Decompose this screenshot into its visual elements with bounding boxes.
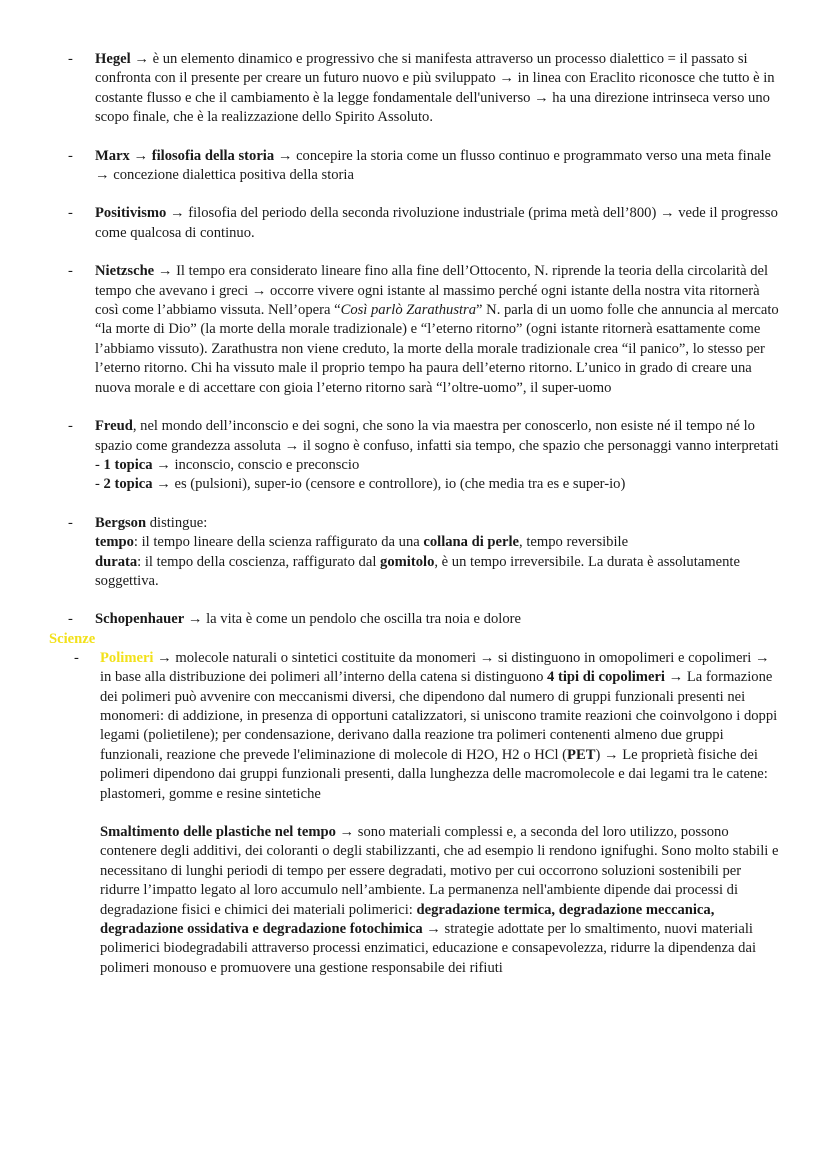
polimeri-text-3: ) → Le proprietà fisiche dei polimeri dipendono dai gruppi funzionali presenti, dalla lunghezza delle macromolecole e dai legami tra le catene: plastomeri, gomme e resine sintetiche — [100, 746, 768, 802]
tempo-text-1: : il tempo lineare della scienza raffigurato da una — [133, 534, 424, 551]
list-item-positivismo — [0, 204, 828, 243]
work-title: Così parlò Zarathustra — [340, 302, 477, 319]
term-positivismo: Positivismo — [95, 205, 167, 222]
term-topica-2: 2 topica — [103, 476, 153, 493]
marx-text: → concepire la storia come un flusso continuo e programmato verso una meta finale → concezione dialettica positiva della storia — [95, 147, 772, 184]
term-filosofia-storia: filosofia della storia — [148, 147, 275, 164]
list-item-schopenhauer — [0, 610, 828, 629]
bullet-dash: - — [68, 205, 73, 222]
sub-dash: - — [95, 476, 104, 493]
durata-text-1: : il tempo della coscienza, raffigurato dal — [137, 553, 381, 570]
term-freud: Freud — [95, 418, 133, 435]
polimeri-text-2: La formazione dei polimeri può avvenire con meccanismi diversi, che dipendono dal numero di gruppi funzionali presenti nei monomeri: di addizione, in presenza di opportuni catalizzatori, si uniscono tramite reazioni che coinvolgono i doppi legami (polietilene); per condensazione, derivano dalla reazione tra polimeri contenenti almeno due gruppi funzionali, reazione che prevede l'eliminazione di molecole di H2O, H2 o HCl ( — [100, 669, 778, 763]
bullet-dash: - — [68, 147, 73, 164]
schopenhauer-text: → la vita è come un pendolo che oscilla tra noia e dolore — [184, 611, 521, 628]
nietzsche-text-1: → Il tempo era considerato lineare fino alla fine dell’Ottocento, N. riprende la teoria della circolarità del tempo che avevano i greci → occorre vivere ogni istante al massimo perché ogni istante della nostra vita ritornerà così come l’abbiamo vissuta. Nell’opera “ — [95, 263, 769, 319]
smaltimento-paragraph — [100, 823, 782, 978]
term-nietzsche: Nietzsche — [95, 263, 155, 280]
term-copolimeri: 4 tipi di copolimeri → — [547, 669, 684, 686]
list-item-hegel — [0, 50, 828, 128]
freud-text: , nel mondo dell’inconscio e dei sogni, che sono la via maestra per conoscerlo, non esiste né il tempo né lo spazio come grandezza assoluta → il sogno è confuso, infatti sia tempo, che spazio che personaggi vanno interpretati — [95, 418, 779, 454]
term-pet: PET — [567, 746, 596, 763]
term-polimeri: Polimeri — [100, 649, 154, 666]
bergson-durata — [95, 553, 782, 592]
positivismo-text: → filosofia del periodo della seconda rivoluzione industriale (prima metà dell’800) → vede il progresso come qualcosa di continuo. — [95, 205, 778, 241]
term-tempo: tempo — [95, 534, 134, 551]
list-item-marx — [0, 147, 828, 186]
list-item-bergson — [0, 514, 828, 592]
bergson-tempo — [95, 533, 782, 552]
nietzsche-text-2: ” N. parla di un uomo folle che annuncia al mercato “la morte di Dio” (la morte della morale tradizionale) e “l’eterno ritorno” (ogni istante ritornerà esattamente come l’abbiamo vissuto). Zarathustra non viene creduto, la morte della morale tradizionale crea “il panico”, lo stesso per l’eterno ritorno. Chi ha vissuto male il proprio tempo ha paura dell’eterno ritorno. L’unico in grado di creare una nuova morale e di accettare con gioia l’eterno ritorno sarà “l’oltre-uomo”, il super-uomo — [95, 302, 779, 396]
term-bergson: Bergson — [95, 514, 147, 531]
tempo-text-2: , tempo reversibile — [519, 534, 629, 551]
term-durata: durata — [95, 553, 138, 570]
bullet-dash: - — [68, 51, 73, 67]
bullet-dash: - — [68, 611, 73, 628]
list-item-nietzsche — [0, 262, 828, 398]
bergson-text: distingue: — [146, 514, 208, 531]
term-marx: Marx → — [95, 147, 149, 164]
durata-text-2: , è un tempo irreversibile. La durata è assolutamente soggettiva. — [95, 553, 740, 589]
sub-dash: - — [95, 456, 104, 473]
polimeri-text-1: → molecole naturali o sintetici costituite da monomeri → si distinguono in omopolimeri e copolimeri → in base alla distribuzione dei polimeri all’interno della catena si distinguono — [100, 649, 770, 686]
bullet-dash: - — [68, 263, 73, 280]
term-smaltimento: Smaltimento delle plastiche nel tempo → — [100, 824, 355, 840]
term-gomitolo: gomitolo — [380, 553, 435, 570]
bullet-dash: - — [68, 418, 73, 435]
smaltimento-text-1: sono materiali complessi e, a seconda del loro utilizzo, possono contenere degli additivi, dei coloranti o degli stabilizzanti, che ad esempio li rendono ignifughi. Sono molto stabili e necessitano di lunghi periodi di tempo per essere degradati, motivo per cui occorrono soluzioni sostenibili per ridurre l’impatto legato al loro accumulo nell’ambiente. La permanenza nell'ambiente dipende dai processi di degradazione fisici e chimici dei materiali polimerici: — [100, 824, 779, 918]
term-hegel: Hegel — [95, 51, 131, 67]
smaltimento-text-2: → strategie adottate per lo smaltimento, nuovi materiali polimerici biodegradabili attraverso processi enzimatici, educazione e consapevolezza, ridurre la dipendenza dai polimeri monouso e promuovere una gestione responsabile dei rifiuti — [100, 921, 757, 976]
term-degradazione: degradazione termica, degradazione meccanica, degradazione ossidativa e degradazione fotochimica — [100, 901, 715, 938]
topica-2-text: → es (pulsioni), super-io (censore e controllore), io (che media tra es e super-io) — [152, 476, 626, 493]
section-title-scienze: Scienze — [49, 630, 96, 647]
bullet-dash: - — [74, 649, 79, 666]
term-collana: collana di perle — [423, 534, 520, 551]
freud-topica-2 — [95, 475, 782, 494]
term-schopenhauer: Schopenhauer — [95, 611, 185, 628]
term-topica-1: 1 topica — [103, 456, 153, 473]
list-item-freud — [0, 417, 828, 495]
bullet-dash: - — [68, 514, 73, 531]
document-page — [0, 50, 828, 997]
hegel-text: → è un elemento dinamico e progressivo che si manifesta attraverso un processo dialettico = il passato si confronta con il presente per creare un futuro nuovo e più sviluppato → in linea con Eraclito riconosce che tutto è in costante flusso e che il cambiamento è la legge fondamentale dell'universo → ha una direzione intrinseca verso uno scopo finale, che è la realizzazione dello Spirito Assoluto. — [95, 51, 775, 126]
freud-topica-1 — [95, 456, 782, 475]
list-item-polimeri — [0, 649, 828, 979]
topica-1-text: → inconscio, conscio e preconscio — [152, 456, 360, 473]
